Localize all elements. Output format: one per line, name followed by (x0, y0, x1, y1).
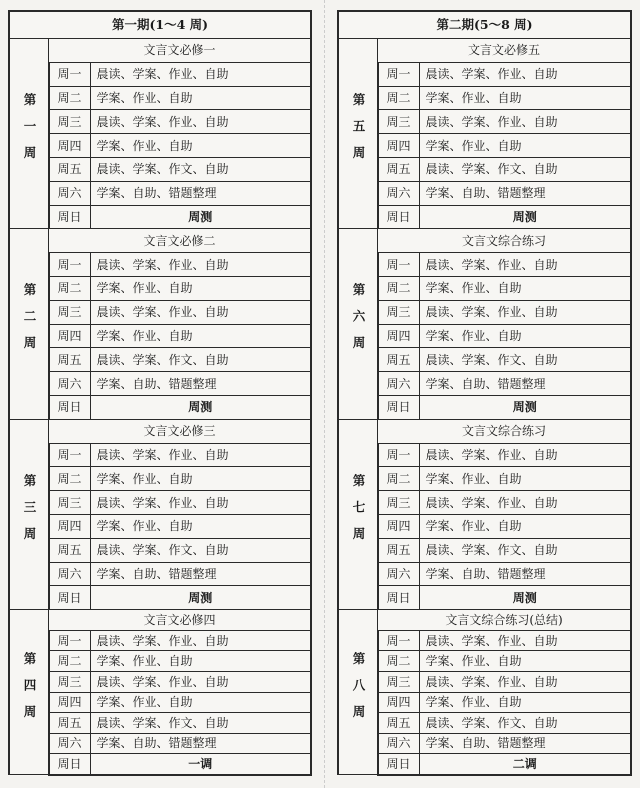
day-activities: 学案、作业、自助 (419, 467, 631, 491)
day-label: 周一 (378, 443, 420, 467)
day-label: 周日 (378, 205, 420, 229)
table-row (9, 134, 311, 158)
day-activities: 晨读、学案、作业、自助 (90, 110, 311, 134)
day-activities: 晨读、学案、作文、自助 (419, 348, 631, 372)
day-label: 周二 (49, 651, 91, 672)
day-activities: 学案、作业、自助 (419, 276, 631, 300)
day-activities: 学案、自助、错题整理 (419, 562, 631, 586)
day-activities: 晨读、学案、作文、自助 (90, 713, 311, 734)
day-label: 周四 (49, 324, 91, 348)
day-activities: 晨读、学案、作文、自助 (90, 157, 311, 181)
table-row (338, 651, 631, 672)
page-fold (324, 0, 326, 788)
table-row (9, 630, 311, 651)
day-label: 周二 (49, 467, 91, 491)
day-label: 周二 (378, 467, 420, 491)
week-label-text: 第四周 (22, 651, 37, 731)
table-row-sunday (9, 586, 311, 610)
table-row (9, 443, 311, 467)
day-label: 周一 (378, 630, 420, 651)
week-label (338, 610, 378, 775)
week-title-row (9, 610, 311, 631)
week-title-row (9, 229, 311, 253)
day-activities: 晨读、学案、作业、自助 (90, 491, 311, 515)
schedule-table-period-2 (337, 10, 632, 776)
table-row (9, 181, 311, 205)
day-label: 周二 (49, 86, 91, 110)
week-label (9, 610, 49, 775)
week-title-row (9, 39, 311, 63)
day-label: 周六 (378, 733, 420, 754)
day-label: 周六 (378, 181, 420, 205)
day-activities: 学案、自助、错题整理 (419, 181, 631, 205)
day-label: 周一 (49, 62, 91, 86)
week-label-text: 第一周 (22, 92, 37, 173)
table-row (338, 562, 631, 586)
table-row (338, 443, 631, 467)
day-activities: 晨读、学案、作业、自助 (90, 300, 311, 324)
day-label: 周日 (49, 754, 91, 775)
table-row (9, 692, 311, 713)
table-row (338, 514, 631, 538)
sunday-activity: 周测 (419, 586, 631, 610)
day-activities: 学案、作业、自助 (419, 86, 631, 110)
week-topic: 文言文必修三 (49, 419, 312, 443)
day-label: 周三 (49, 491, 91, 515)
sunday-activity: 周测 (90, 395, 311, 419)
day-activities: 晨读、学案、作业、自助 (419, 253, 631, 277)
table-row (338, 713, 631, 734)
table-row (9, 733, 311, 754)
day-label: 周一 (378, 62, 420, 86)
day-label: 周一 (378, 253, 420, 277)
day-activities: 学案、自助、错题整理 (419, 372, 631, 396)
day-activities: 学案、自助、错题整理 (419, 733, 631, 754)
day-activities: 学案、自助、错题整理 (90, 372, 311, 396)
week-label-text: 第五周 (351, 92, 366, 173)
day-activities: 学案、自助、错题整理 (90, 562, 311, 586)
day-activities: 晨读、学案、作文、自助 (419, 713, 631, 734)
table-row (338, 538, 631, 562)
day-activities: 学案、自助、错题整理 (90, 181, 311, 205)
day-label: 周四 (378, 324, 420, 348)
table-row-sunday (338, 395, 631, 419)
table-row (9, 538, 311, 562)
day-activities: 晨读、学案、作文、自助 (90, 348, 311, 372)
sunday-activity: 一调 (90, 754, 311, 775)
day-label: 周六 (49, 372, 91, 396)
day-activities: 学案、作业、自助 (419, 514, 631, 538)
period-header: 第二期(5～8 周) (338, 11, 631, 39)
day-label: 周四 (378, 692, 420, 713)
table-row (9, 562, 311, 586)
week-topic: 文言文必修四 (49, 610, 312, 631)
day-activities: 学案、作业、自助 (90, 651, 311, 672)
period-header: 第一期(1～4 周) (9, 11, 311, 39)
day-label: 周日 (378, 754, 420, 775)
day-label: 周一 (49, 443, 91, 467)
table-row (338, 491, 631, 515)
day-label: 周四 (49, 692, 91, 713)
day-label: 周六 (49, 181, 91, 205)
day-activities: 学案、作业、自助 (90, 86, 311, 110)
day-label: 周二 (378, 276, 420, 300)
week-label (338, 229, 378, 419)
day-activities: 晨读、学案、作业、自助 (419, 630, 631, 651)
day-label: 周五 (378, 348, 420, 372)
day-label: 周二 (378, 651, 420, 672)
week-topic: 文言文综合练习 (378, 419, 632, 443)
table-row (338, 110, 631, 134)
day-activities: 晨读、学案、作业、自助 (419, 62, 631, 86)
day-label: 周五 (49, 538, 91, 562)
table-row-sunday (9, 205, 311, 229)
day-activities: 晨读、学案、作业、自助 (90, 253, 311, 277)
day-activities: 晨读、学案、作业、自助 (419, 671, 631, 692)
table-row-sunday (9, 395, 311, 419)
sunday-activity: 周测 (90, 586, 311, 610)
day-activities: 学案、作业、自助 (419, 651, 631, 672)
week-topic: 文言文综合练习(总结) (378, 610, 632, 631)
table-row (338, 467, 631, 491)
day-activities: 晨读、学案、作文、自助 (419, 538, 631, 562)
day-activities: 学案、作业、自助 (90, 692, 311, 713)
day-activities: 学案、作业、自助 (419, 134, 631, 158)
day-label: 周五 (378, 538, 420, 562)
day-activities: 晨读、学案、作业、自助 (419, 300, 631, 324)
day-label: 周五 (378, 713, 420, 734)
table-row (338, 253, 631, 277)
day-label: 周三 (49, 300, 91, 324)
day-label: 周三 (378, 491, 420, 515)
day-label: 周五 (49, 157, 91, 181)
week-label (338, 419, 378, 609)
day-activities: 晨读、学案、作业、自助 (419, 443, 631, 467)
day-label: 周六 (49, 733, 91, 754)
week-label (9, 39, 49, 229)
table-row (338, 157, 631, 181)
table-row (338, 276, 631, 300)
table-row (9, 671, 311, 692)
week-topic: 文言文必修一 (49, 39, 312, 63)
day-label: 周日 (378, 586, 420, 610)
table-row (9, 110, 311, 134)
day-label: 周三 (378, 671, 420, 692)
day-label: 周二 (49, 276, 91, 300)
table-row (9, 157, 311, 181)
day-activities: 晨读、学案、作业、自助 (90, 671, 311, 692)
day-activities: 学案、作业、自助 (90, 514, 311, 538)
day-activities: 晨读、学案、作业、自助 (90, 62, 311, 86)
table-row (9, 62, 311, 86)
week-title-row (338, 229, 631, 253)
day-label: 周五 (378, 157, 420, 181)
table-row-sunday (338, 586, 631, 610)
day-label: 周日 (49, 586, 91, 610)
week-label-text: 第八周 (351, 651, 366, 731)
week-label (338, 39, 378, 229)
day-label: 周六 (378, 562, 420, 586)
table-row (338, 692, 631, 713)
week-label-text: 第七周 (351, 473, 366, 554)
day-activities: 学案、作业、自助 (90, 134, 311, 158)
table-row (338, 733, 631, 754)
day-label: 周一 (49, 630, 91, 651)
table-row (9, 514, 311, 538)
table-row (9, 86, 311, 110)
table-row-sunday (338, 205, 631, 229)
day-label: 周四 (49, 514, 91, 538)
week-label-text: 第六周 (351, 283, 366, 363)
day-activities: 学案、作业、自助 (90, 324, 311, 348)
table-row (338, 671, 631, 692)
table-row (338, 300, 631, 324)
schedule-table-period-1 (8, 10, 312, 776)
week-title-row (338, 419, 631, 443)
day-label: 周三 (378, 300, 420, 324)
day-label: 周五 (49, 348, 91, 372)
table-row (338, 134, 631, 158)
day-activities: 学案、作业、自助 (419, 692, 631, 713)
week-title-row (338, 39, 631, 63)
table-row-sunday (9, 754, 311, 775)
day-activities: 学案、作业、自助 (90, 467, 311, 491)
week-topic: 文言文综合练习 (378, 229, 632, 253)
day-label: 周日 (378, 395, 420, 419)
table-row (9, 253, 311, 277)
sunday-activity: 周测 (419, 395, 631, 419)
day-label: 周六 (49, 562, 91, 586)
day-label: 周三 (49, 110, 91, 134)
day-activities: 学案、作业、自助 (90, 276, 311, 300)
table-row-sunday (338, 754, 631, 775)
week-topic: 文言文必修五 (378, 39, 632, 63)
week-label (9, 419, 49, 609)
sunday-activity: 二调 (419, 754, 631, 775)
sunday-activity: 周测 (419, 205, 631, 229)
day-activities: 晨读、学案、作业、自助 (419, 491, 631, 515)
day-activities: 学案、作业、自助 (419, 324, 631, 348)
table-row (338, 62, 631, 86)
table-row (338, 181, 631, 205)
day-label: 周六 (378, 372, 420, 396)
table-row (9, 276, 311, 300)
table-row (338, 372, 631, 396)
table-row (338, 324, 631, 348)
week-label-text: 第二周 (22, 283, 37, 363)
day-activities: 晨读、学案、作业、自助 (419, 110, 631, 134)
day-label: 周四 (378, 514, 420, 538)
day-label: 周三 (49, 671, 91, 692)
day-label: 周三 (378, 110, 420, 134)
sunday-activity: 周测 (90, 205, 311, 229)
day-activities: 晨读、学案、作业、自助 (90, 630, 311, 651)
day-label: 周二 (378, 86, 420, 110)
table-row (9, 467, 311, 491)
day-activities: 晨读、学案、作文、自助 (419, 157, 631, 181)
table-row (9, 651, 311, 672)
week-title-row (9, 419, 311, 443)
day-activities: 晨读、学案、作文、自助 (90, 538, 311, 562)
table-row (9, 491, 311, 515)
day-label: 周一 (49, 253, 91, 277)
table-row (338, 348, 631, 372)
table-row (338, 630, 631, 651)
table-row (9, 372, 311, 396)
day-activities: 学案、自助、错题整理 (90, 733, 311, 754)
week-label-text: 第三周 (22, 473, 37, 554)
table-row (9, 348, 311, 372)
week-label (9, 229, 49, 419)
table-row (9, 300, 311, 324)
day-label: 周日 (49, 205, 91, 229)
day-label: 周四 (378, 134, 420, 158)
day-activities: 晨读、学案、作业、自助 (90, 443, 311, 467)
table-row (338, 86, 631, 110)
week-topic: 文言文必修二 (49, 229, 312, 253)
week-title-row (338, 610, 631, 631)
table-row (9, 713, 311, 734)
table-row (9, 324, 311, 348)
day-label: 周四 (49, 134, 91, 158)
day-label: 周五 (49, 713, 91, 734)
day-label: 周日 (49, 395, 91, 419)
